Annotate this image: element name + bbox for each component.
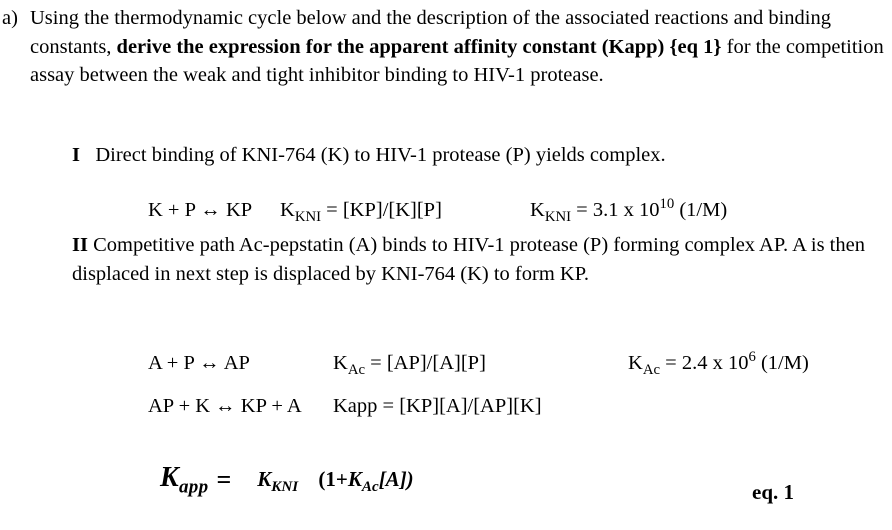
denominator-suffix: [A])	[378, 466, 414, 491]
equation-1-value-units: (1/M)	[674, 198, 728, 221]
final-formula-lhs-subscript: app	[178, 476, 209, 498]
equation-1-value-number: = 3.1 x 10	[571, 198, 660, 221]
equation-tag: eq. 1	[752, 480, 794, 504]
section-one	[72, 141, 872, 170]
equation-row-1	[148, 190, 727, 231]
equation-2-value	[628, 343, 809, 384]
denominator-symbol: K	[347, 466, 362, 491]
final-formula-numerator	[247, 466, 308, 495]
equation-2-value-subscript: Ac	[642, 361, 661, 378]
denominator-subscript: Ac	[361, 478, 379, 495]
equation-1-def-symbol: K	[280, 198, 295, 221]
equation-1-def-expression: = [KP]/[K][P]	[321, 198, 442, 221]
section-two-numeral: II	[72, 234, 88, 256]
question-prompt	[30, 4, 892, 90]
equation-3-def-expression: = [KP][A]/[AP][K]	[377, 395, 542, 417]
numerator-symbol: K	[257, 466, 272, 491]
final-formula-fraction	[247, 465, 417, 497]
equation-3-def-symbol: Kapp	[333, 395, 378, 417]
prompt-text-bold: derive the expression for the apparent affinity constant (Kapp) {eq 1}	[116, 35, 722, 58]
equation-row-3	[148, 392, 542, 420]
equation-1-value-symbol: K	[530, 198, 545, 221]
equation-2-definition	[333, 349, 628, 384]
equation-3-definition	[333, 392, 542, 420]
equation-1-value	[530, 190, 727, 231]
denominator-prefix: (1+	[318, 466, 348, 491]
section-one-text: Direct binding of KNI-764 (K) to HIV-1 protease (P) yields complex.	[95, 144, 666, 166]
final-formula-denominator	[314, 465, 417, 495]
question-label: a)	[2, 7, 18, 29]
equation-1-value-subscript: KNI	[544, 208, 572, 225]
equation-1-def-subscript: KNI	[294, 208, 322, 225]
final-formula-equals: =	[216, 465, 232, 495]
equation-2-reaction: A + P ↔ AP	[148, 351, 250, 374]
equation-1-reaction: K + P ↔ KP	[148, 198, 253, 221]
section-one-numeral: I	[72, 144, 80, 166]
equation-3-reaction: AP + K ↔ KP + A	[148, 395, 302, 417]
question-item-a	[0, 4, 892, 90]
equation-1-value-exponent: 10	[659, 196, 675, 212]
final-formula	[160, 462, 418, 499]
numerator-subscript: KNI	[271, 478, 299, 495]
equation-1-definition	[280, 196, 530, 231]
equation-2-value-units: (1/M)	[755, 351, 809, 374]
equation-2-def-symbol: K	[333, 351, 348, 374]
equation-2-value-number: = 2.4 x 10	[660, 351, 749, 374]
prompt-text-part2: for the competition assay between the weak and tight inhibitor binding to HIV-1 protease.	[30, 35, 884, 86]
final-formula-lhs	[160, 462, 208, 499]
equation-2-value-symbol: K	[628, 351, 643, 374]
equation-2-value-exponent: 6	[748, 349, 756, 365]
equation-2-def-expression: = [AP]/[A][P]	[365, 351, 486, 374]
prompt-text-part1: Using the thermodynamic cycle below and the description of the associated reactions and binding constants,	[30, 7, 831, 58]
final-formula-lhs-symbol: K	[160, 462, 179, 493]
section-two	[72, 231, 877, 288]
equation-2-def-subscript: Ac	[347, 361, 366, 378]
equation-row-2	[148, 343, 809, 384]
section-two-text: Competitive path Ac-pepstatin (A) binds to HIV-1 protease (P) forming complex AP. A is then displaced in next step is displaced by KNI-764 (K) to form KP.	[72, 234, 865, 285]
